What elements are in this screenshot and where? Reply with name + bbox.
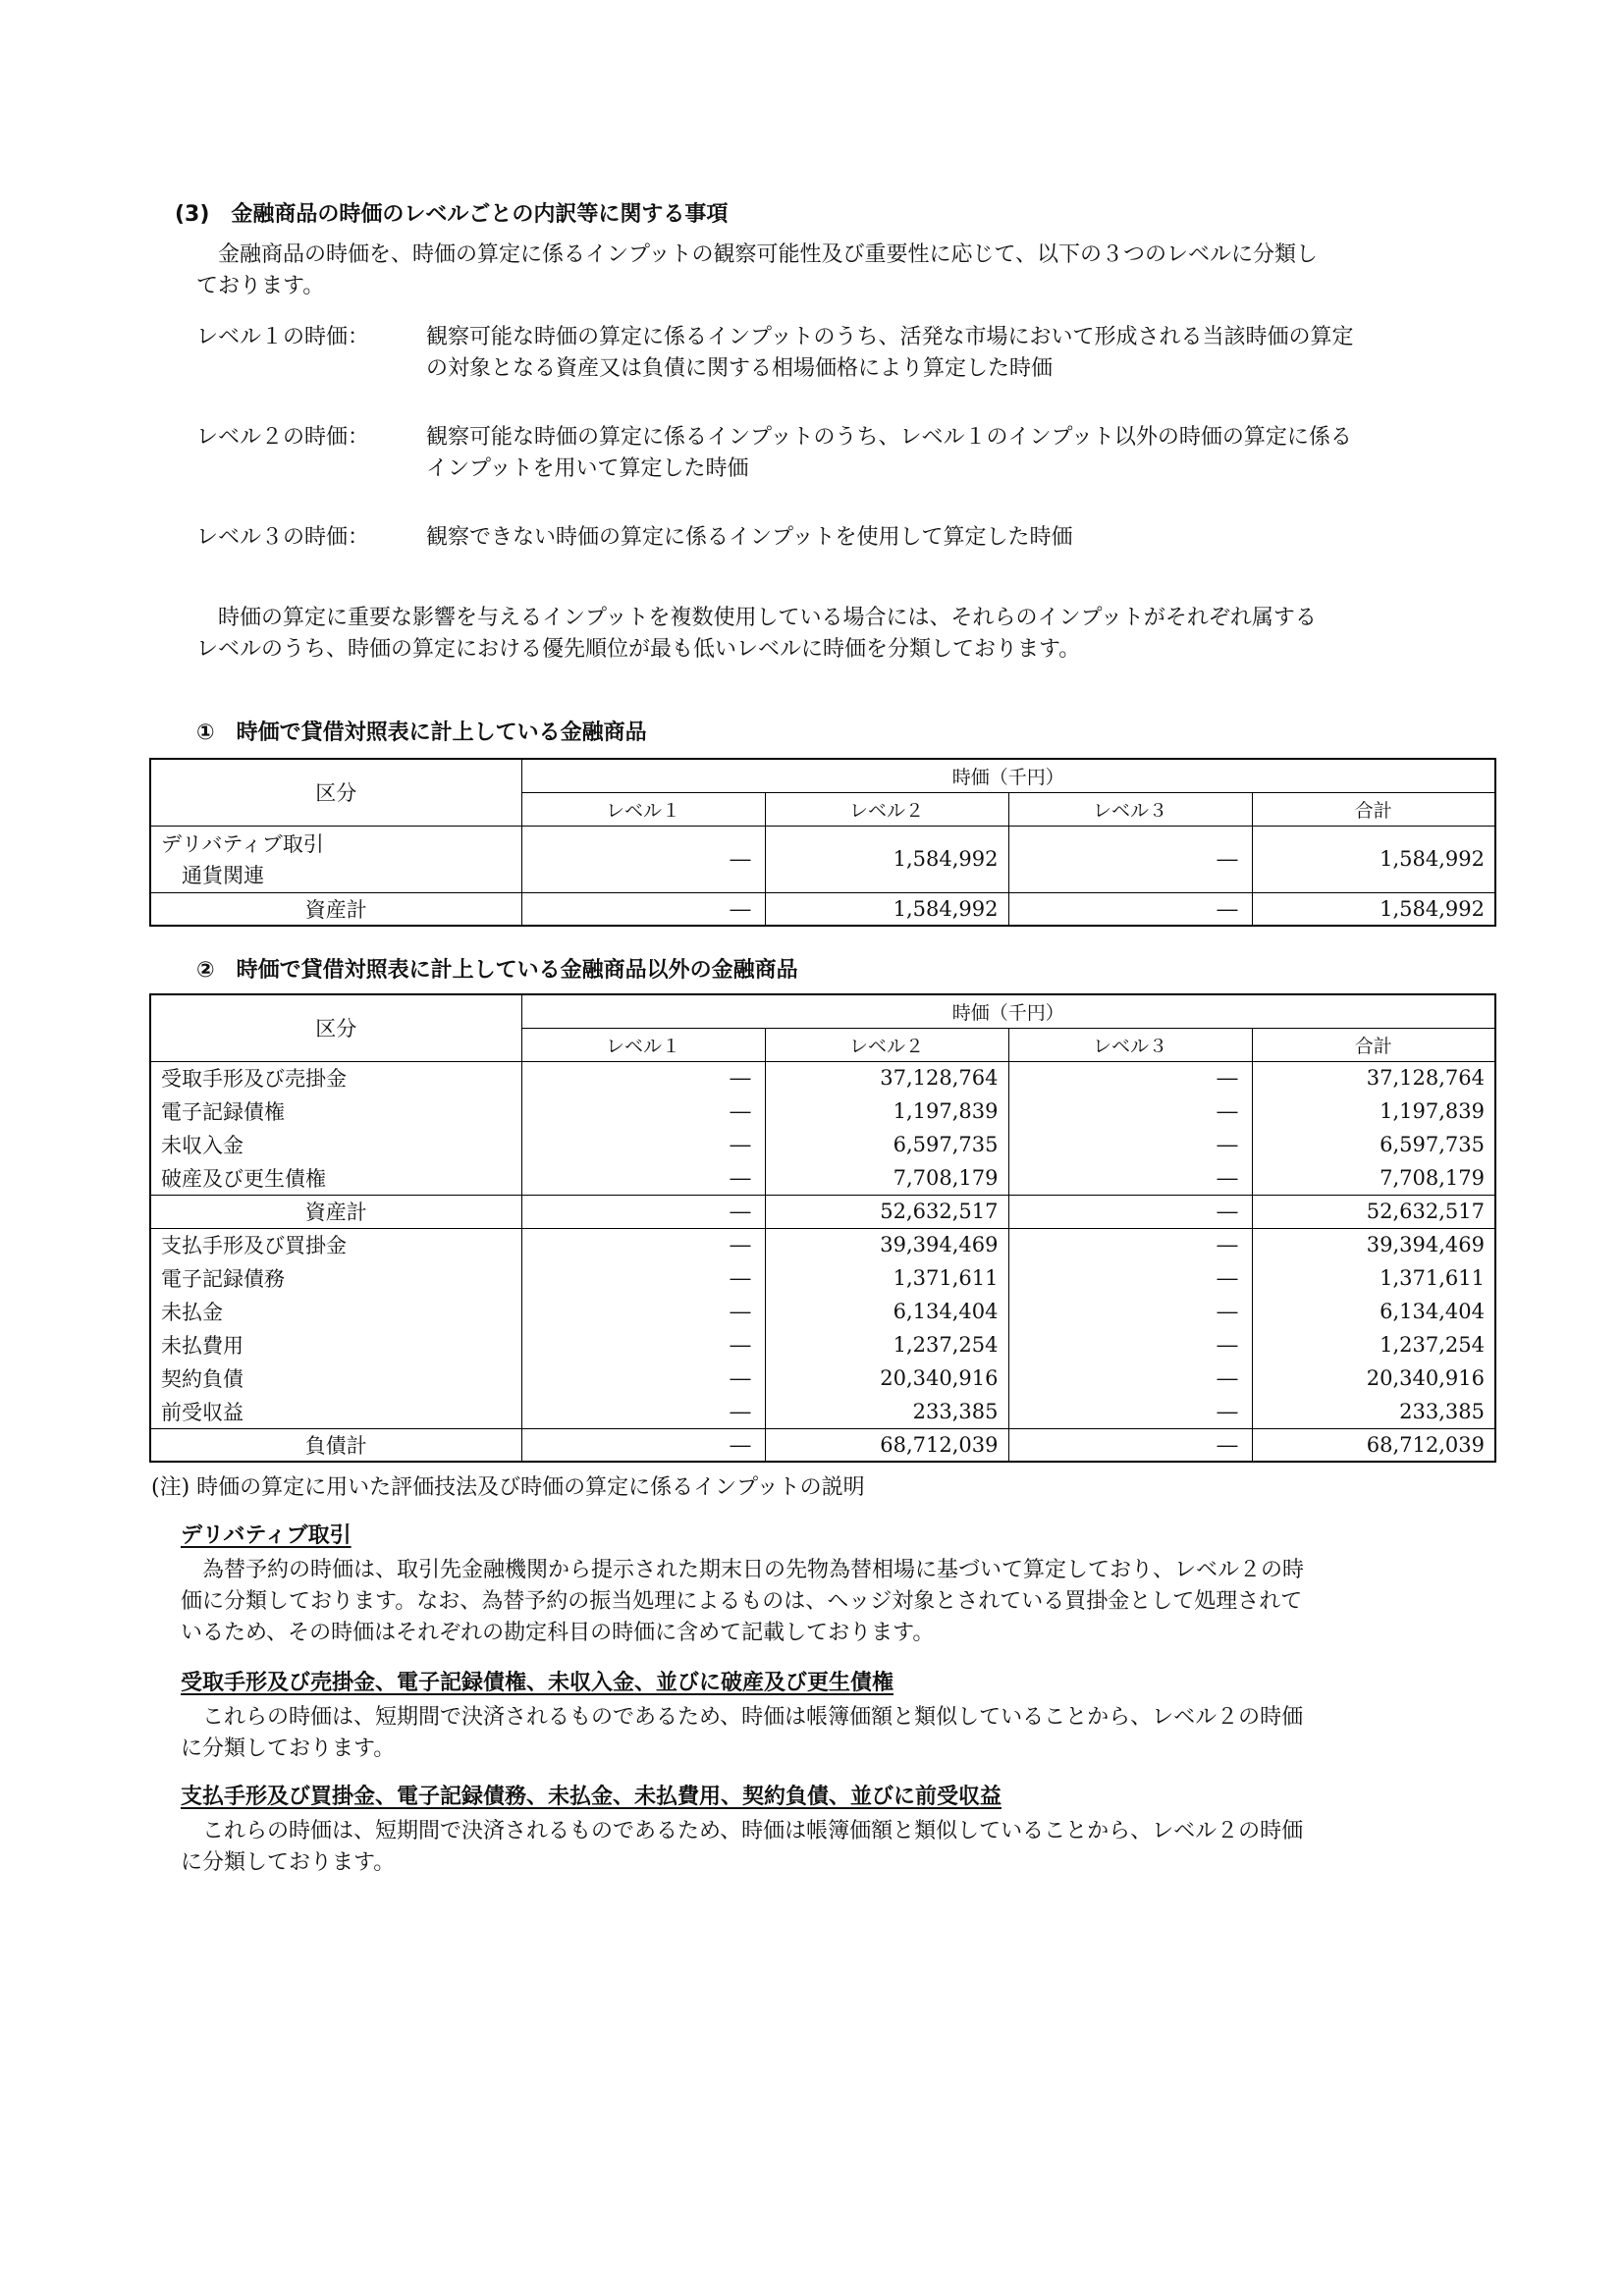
col-header-level1: レベル１: [521, 792, 765, 826]
row-label: 未払金: [150, 1295, 521, 1328]
table-row: [150, 1128, 1495, 1161]
table-row: [150, 892, 1495, 926]
cell-level1: ―: [521, 1128, 765, 1161]
cell-level3: ―: [1008, 1161, 1252, 1195]
table-row: [150, 1362, 1495, 1395]
cell-total: 7,708,179: [1252, 1161, 1495, 1195]
table2-caption: ② 時価で貸借対照表に計上している金融商品以外の金融商品: [196, 958, 798, 983]
notes-title: (注) 時価の算定に用いた評価技法及び時価の算定に係るインプットの説明: [151, 1475, 865, 1500]
level-desc-line: の対象となる資産又は負債に関する相場価格により算定した時価: [426, 356, 1054, 381]
cell-level1: ―: [521, 1095, 765, 1128]
note-line: 価に分類しております。なお、為替予約の振当処理によるものは、ヘッジ対象とされている買掛金として処理されて: [181, 1589, 1303, 1614]
cell-level1: ―: [521, 1061, 765, 1095]
col-header-level1: レベル１: [521, 1028, 765, 1061]
row-label: 支払手形及び買掛金: [150, 1228, 521, 1261]
cell-total: 52,632,517: [1252, 1195, 1495, 1228]
table-row: [150, 1061, 1495, 1095]
cell-level2: 6,597,735: [765, 1128, 1008, 1161]
note-heading-payables: 支払手形及び買掛金、電子記録債務、未払金、未払費用、契約負債、並びに前受収益: [181, 1785, 1002, 1809]
intro-line: ております。: [196, 274, 325, 298]
cell-level2: 1,584,992: [765, 826, 1008, 892]
cell-level2: 1,197,839: [765, 1095, 1008, 1128]
table-row: [150, 1228, 1495, 1261]
cell-total: 1,371,611: [1252, 1261, 1495, 1295]
note-line: 為替予約の時価は、取引先金融機関から提示された期末日の先物為替相場に基づいて算定しており、レベル２の時: [181, 1558, 1305, 1582]
header-fair-value: 時価（千円）: [521, 994, 1495, 1028]
cell-level1: ―: [521, 1428, 765, 1462]
cell-level2: 68,712,039: [765, 1428, 1008, 1462]
note-body-derivatives: [181, 1555, 1512, 1649]
cell-level1: ―: [521, 892, 765, 926]
note-line: に分類しております。: [181, 1850, 396, 1875]
priority-note: [196, 603, 1512, 666]
cell-level3: ―: [1008, 1095, 1252, 1128]
cell-level3: ―: [1008, 1328, 1252, 1362]
intro-line: 金融商品の時価を、時価の算定に係るインプットの観察可能性及び重要性に応じて、以下の３つのレベルに分類し: [196, 242, 1319, 267]
note-line: レベルのうち、時価の算定における優先順位が最も低いレベルに時価を分類しております。: [196, 637, 1081, 662]
cell-total: 6,134,404: [1252, 1295, 1495, 1328]
cell-level2: 1,237,254: [765, 1328, 1008, 1362]
cell-total: 1,197,839: [1252, 1095, 1495, 1128]
level-desc-line: 観察できない時価の算定に係るインプットを使用して算定した時価: [426, 525, 1073, 550]
cell-level2: 20,340,916: [765, 1362, 1008, 1395]
note-line: 時価の算定に重要な影響を与えるインプットを複数使用している場合には、それらのインプットがそれぞれ属する: [196, 606, 1317, 630]
cell-level2: 7,708,179: [765, 1161, 1008, 1195]
row-label: 資産計: [150, 892, 521, 926]
cell-level1: ―: [521, 1295, 765, 1328]
cell-total: 6,597,735: [1252, 1128, 1495, 1161]
row-label: 契約負債: [150, 1362, 521, 1395]
col-header-total: 合計: [1252, 792, 1495, 826]
row-label: [150, 826, 521, 892]
cell-level1: ―: [521, 1161, 765, 1195]
cell-total: 1,584,992: [1252, 892, 1495, 926]
cell-level1: ―: [521, 1195, 765, 1228]
note-line: これらの時価は、短期間で決済されるものであるため、時価は帳簿価額と類似していることから、レベル２の時価: [181, 1705, 1304, 1730]
note-line: いるため、その時価はそれぞれの勘定科目の時価に含めて記載しております。: [181, 1621, 935, 1645]
cell-level1: ―: [521, 1228, 765, 1261]
cell-level3: ―: [1008, 826, 1252, 892]
cell-level2: 6,134,404: [765, 1295, 1008, 1328]
cell-total: 39,394,469: [1252, 1228, 1495, 1261]
cell-level1: ―: [521, 1261, 765, 1295]
table-row: [150, 1395, 1495, 1428]
cell-total: 1,237,254: [1252, 1328, 1495, 1362]
table1-caption: ① 時価で貸借対照表に計上している金融商品: [196, 721, 647, 745]
cell-level2: 233,385: [765, 1395, 1008, 1428]
table-row: [150, 1428, 1495, 1462]
note-body-receivables: [181, 1702, 1512, 1765]
cell-level3: ―: [1008, 1362, 1252, 1395]
header-fair-value: 時価（千円）: [521, 759, 1495, 792]
cell-level3: ―: [1008, 1061, 1252, 1095]
row-label: 破産及び更生債権: [150, 1161, 521, 1195]
row-label: 未払費用: [150, 1328, 521, 1362]
row-label-line: デリバティブ取引: [161, 832, 324, 856]
level-desc-line: インプットを用いて算定した時価: [426, 456, 749, 481]
cell-level2: 52,632,517: [765, 1195, 1008, 1228]
cell-level2: 1,584,992: [765, 892, 1008, 926]
col-header-level2: レベル２: [765, 792, 1008, 826]
note-heading-receivables: 受取手形及び売掛金、電子記録債権、未収入金、並びに破産及び更生債権: [181, 1671, 894, 1695]
section-title: (3) 金融商品の時価のレベルごとの内訳等に関する事項: [175, 202, 729, 227]
cell-level1: ―: [521, 826, 765, 892]
table-row: [150, 1161, 1495, 1195]
col-header-level3: レベル３: [1008, 1028, 1252, 1061]
row-label: 未収入金: [150, 1128, 521, 1161]
cell-level3: ―: [1008, 1261, 1252, 1295]
note-heading-derivatives: デリバティブ取引: [181, 1523, 352, 1548]
cell-level3: ―: [1008, 1128, 1252, 1161]
level-label: レベル１の時価：: [196, 325, 370, 349]
row-label: 前受収益: [150, 1395, 521, 1428]
header-category: 区分: [150, 759, 521, 826]
cell-level1: ―: [521, 1328, 765, 1362]
table-row: [150, 1261, 1495, 1295]
row-label: 受取手形及び売掛金: [150, 1061, 521, 1095]
cell-level3: ―: [1008, 1295, 1252, 1328]
table-row: [150, 1195, 1495, 1228]
row-label: 電子記録債務: [150, 1261, 521, 1295]
level-label: レベル２の時価：: [196, 425, 370, 450]
table-row: [150, 826, 1495, 892]
cell-total: 233,385: [1252, 1395, 1495, 1428]
col-header-total: 合計: [1252, 1028, 1495, 1061]
cell-total: 37,128,764: [1252, 1061, 1495, 1095]
col-header-level2: レベル２: [765, 1028, 1008, 1061]
table-row: [150, 1095, 1495, 1128]
fair-value-table-1: [149, 758, 1496, 927]
cell-level3: ―: [1008, 1395, 1252, 1428]
row-label-line: 通貨関連: [161, 864, 264, 887]
cell-level2: 1,371,611: [765, 1261, 1008, 1295]
fair-value-table-2: [149, 993, 1496, 1463]
cell-total: 1,584,992: [1252, 826, 1495, 892]
cell-total: 20,340,916: [1252, 1362, 1495, 1395]
note-body-payables: [181, 1816, 1512, 1879]
cell-level1: ―: [521, 1362, 765, 1395]
level-desc-line: 観察可能な時価の算定に係るインプットのうち、活発な市場において形成される当該時価の算定: [426, 325, 1354, 349]
note-line: に分類しております。: [181, 1736, 396, 1761]
cell-total: 68,712,039: [1252, 1428, 1495, 1462]
table-row: [150, 1328, 1495, 1362]
intro-paragraph: [196, 240, 1512, 302]
row-label: 資産計: [150, 1195, 521, 1228]
cell-level3: ―: [1008, 1428, 1252, 1462]
cell-level2: 39,394,469: [765, 1228, 1008, 1261]
cell-level3: ―: [1008, 1228, 1252, 1261]
cell-level3: ―: [1008, 892, 1252, 926]
header-category: 区分: [150, 994, 521, 1061]
cell-level2: 37,128,764: [765, 1061, 1008, 1095]
table-row: [150, 1295, 1495, 1328]
level-label: レベル３の時価：: [196, 525, 370, 550]
cell-level1: ―: [521, 1395, 765, 1428]
level-desc-line: 観察可能な時価の算定に係るインプットのうち、レベル１のインプット以外の時価の算定に係る: [426, 425, 1352, 450]
cell-level3: ―: [1008, 1195, 1252, 1228]
note-line: これらの時価は、短期間で決済されるものであるため、時価は帳簿価額と類似していることから、レベル２の時価: [181, 1819, 1304, 1843]
row-label: 電子記録債権: [150, 1095, 521, 1128]
row-label: 負債計: [150, 1428, 521, 1462]
col-header-level3: レベル３: [1008, 792, 1252, 826]
